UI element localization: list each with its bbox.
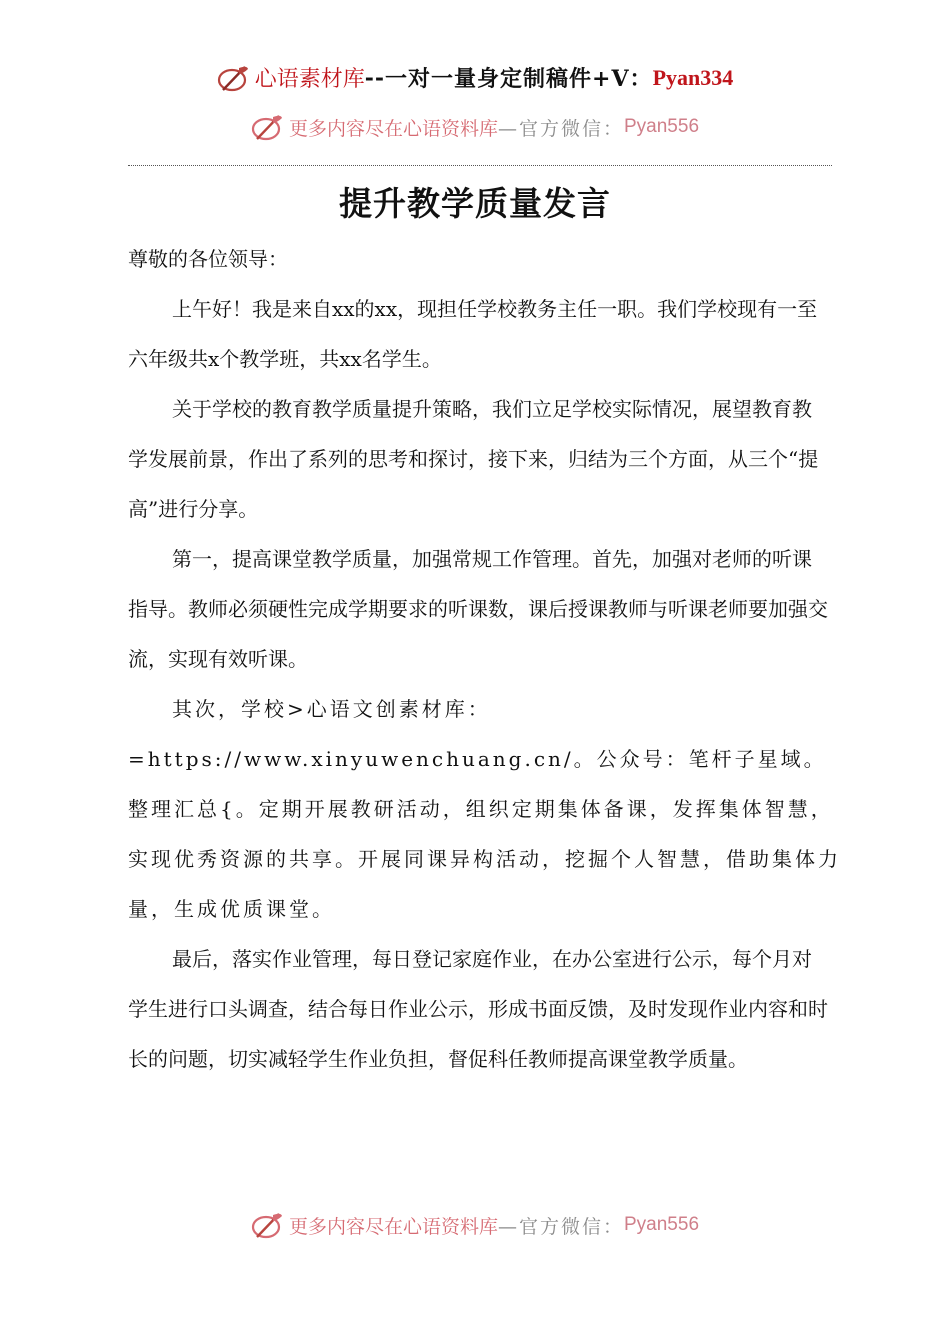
footer-wechat-code: Pyan556 bbox=[624, 1214, 700, 1235]
salutation: 尊敬的各位领导： bbox=[128, 247, 288, 271]
contact-code: Pyan334 bbox=[652, 64, 734, 90]
footer-watermark bbox=[0, 1210, 950, 1240]
header-divider bbox=[128, 165, 832, 166]
paragraph-intro: 上午好！我是来自xx的xx，现担任学校教务主任一职。我们学校现有一至六年级共x个教学班，共xx名学生。 bbox=[128, 297, 818, 371]
paragraph-first: 第一，提高课堂教学质量，加强常规工作管理。首先，加强对老师的听课指导。教师必须硬性完成学期要求的听课数，课后授课教师与听课老师要加强交流，实现有效听课。 bbox=[128, 547, 828, 671]
wechat-code: Pyan556 bbox=[624, 116, 700, 137]
footer-text: 更多内容尽在心语资料库 bbox=[288, 1215, 498, 1238]
quill-logo-icon bbox=[217, 63, 251, 93]
contact-label: +V： bbox=[592, 66, 653, 92]
wechat-label: —官方微信： bbox=[497, 117, 624, 140]
quill-logo-icon bbox=[251, 1210, 285, 1240]
paragraph-strategy: 关于学校的教育教学质量提升策略，我们立足学校实际情况，展望教育教学发展前景，作出了系列的思考和探讨，接下来，归结为三个方面，从三个“提高”进行分享。 bbox=[128, 397, 819, 521]
paragraph-second: 其次，学校>心语文创素材库：=https://www.xinyuwenchuang.cn/。公众号：笔杆子星域。整理汇总{。定期开展教研活动，组织定期集体备课，发挥集体智慧，实现优秀资源的共享。开展同课异构活动，挖掘个人智慧，借助集体力量，生成优质课堂。 bbox=[128, 697, 841, 921]
footer-wechat-label: —官方微信： bbox=[497, 1215, 624, 1238]
document-body bbox=[128, 234, 841, 1084]
separator: -- bbox=[364, 64, 386, 91]
header-line-1 bbox=[0, 62, 950, 93]
slogan: 一对一量身定制稿件 bbox=[385, 66, 593, 92]
paragraph-last: 最后，落实作业管理，每日登记家庭作业，在办公室进行公示，每个月对学生进行口头调查，结合每日作业公示，形成书面反馈，及时发现作业内容和时长的问题，切实减轻学生作业负担，督促科任教师提高课堂教学质量。 bbox=[128, 947, 828, 1071]
document-title: 提升教学质量发言 bbox=[339, 184, 611, 223]
quill-logo-icon bbox=[251, 112, 285, 142]
header-line-2 bbox=[0, 112, 950, 142]
watermark-text: 更多内容尽在心语资料库 bbox=[288, 117, 498, 140]
brand-name: 心语素材库 bbox=[254, 67, 365, 92]
